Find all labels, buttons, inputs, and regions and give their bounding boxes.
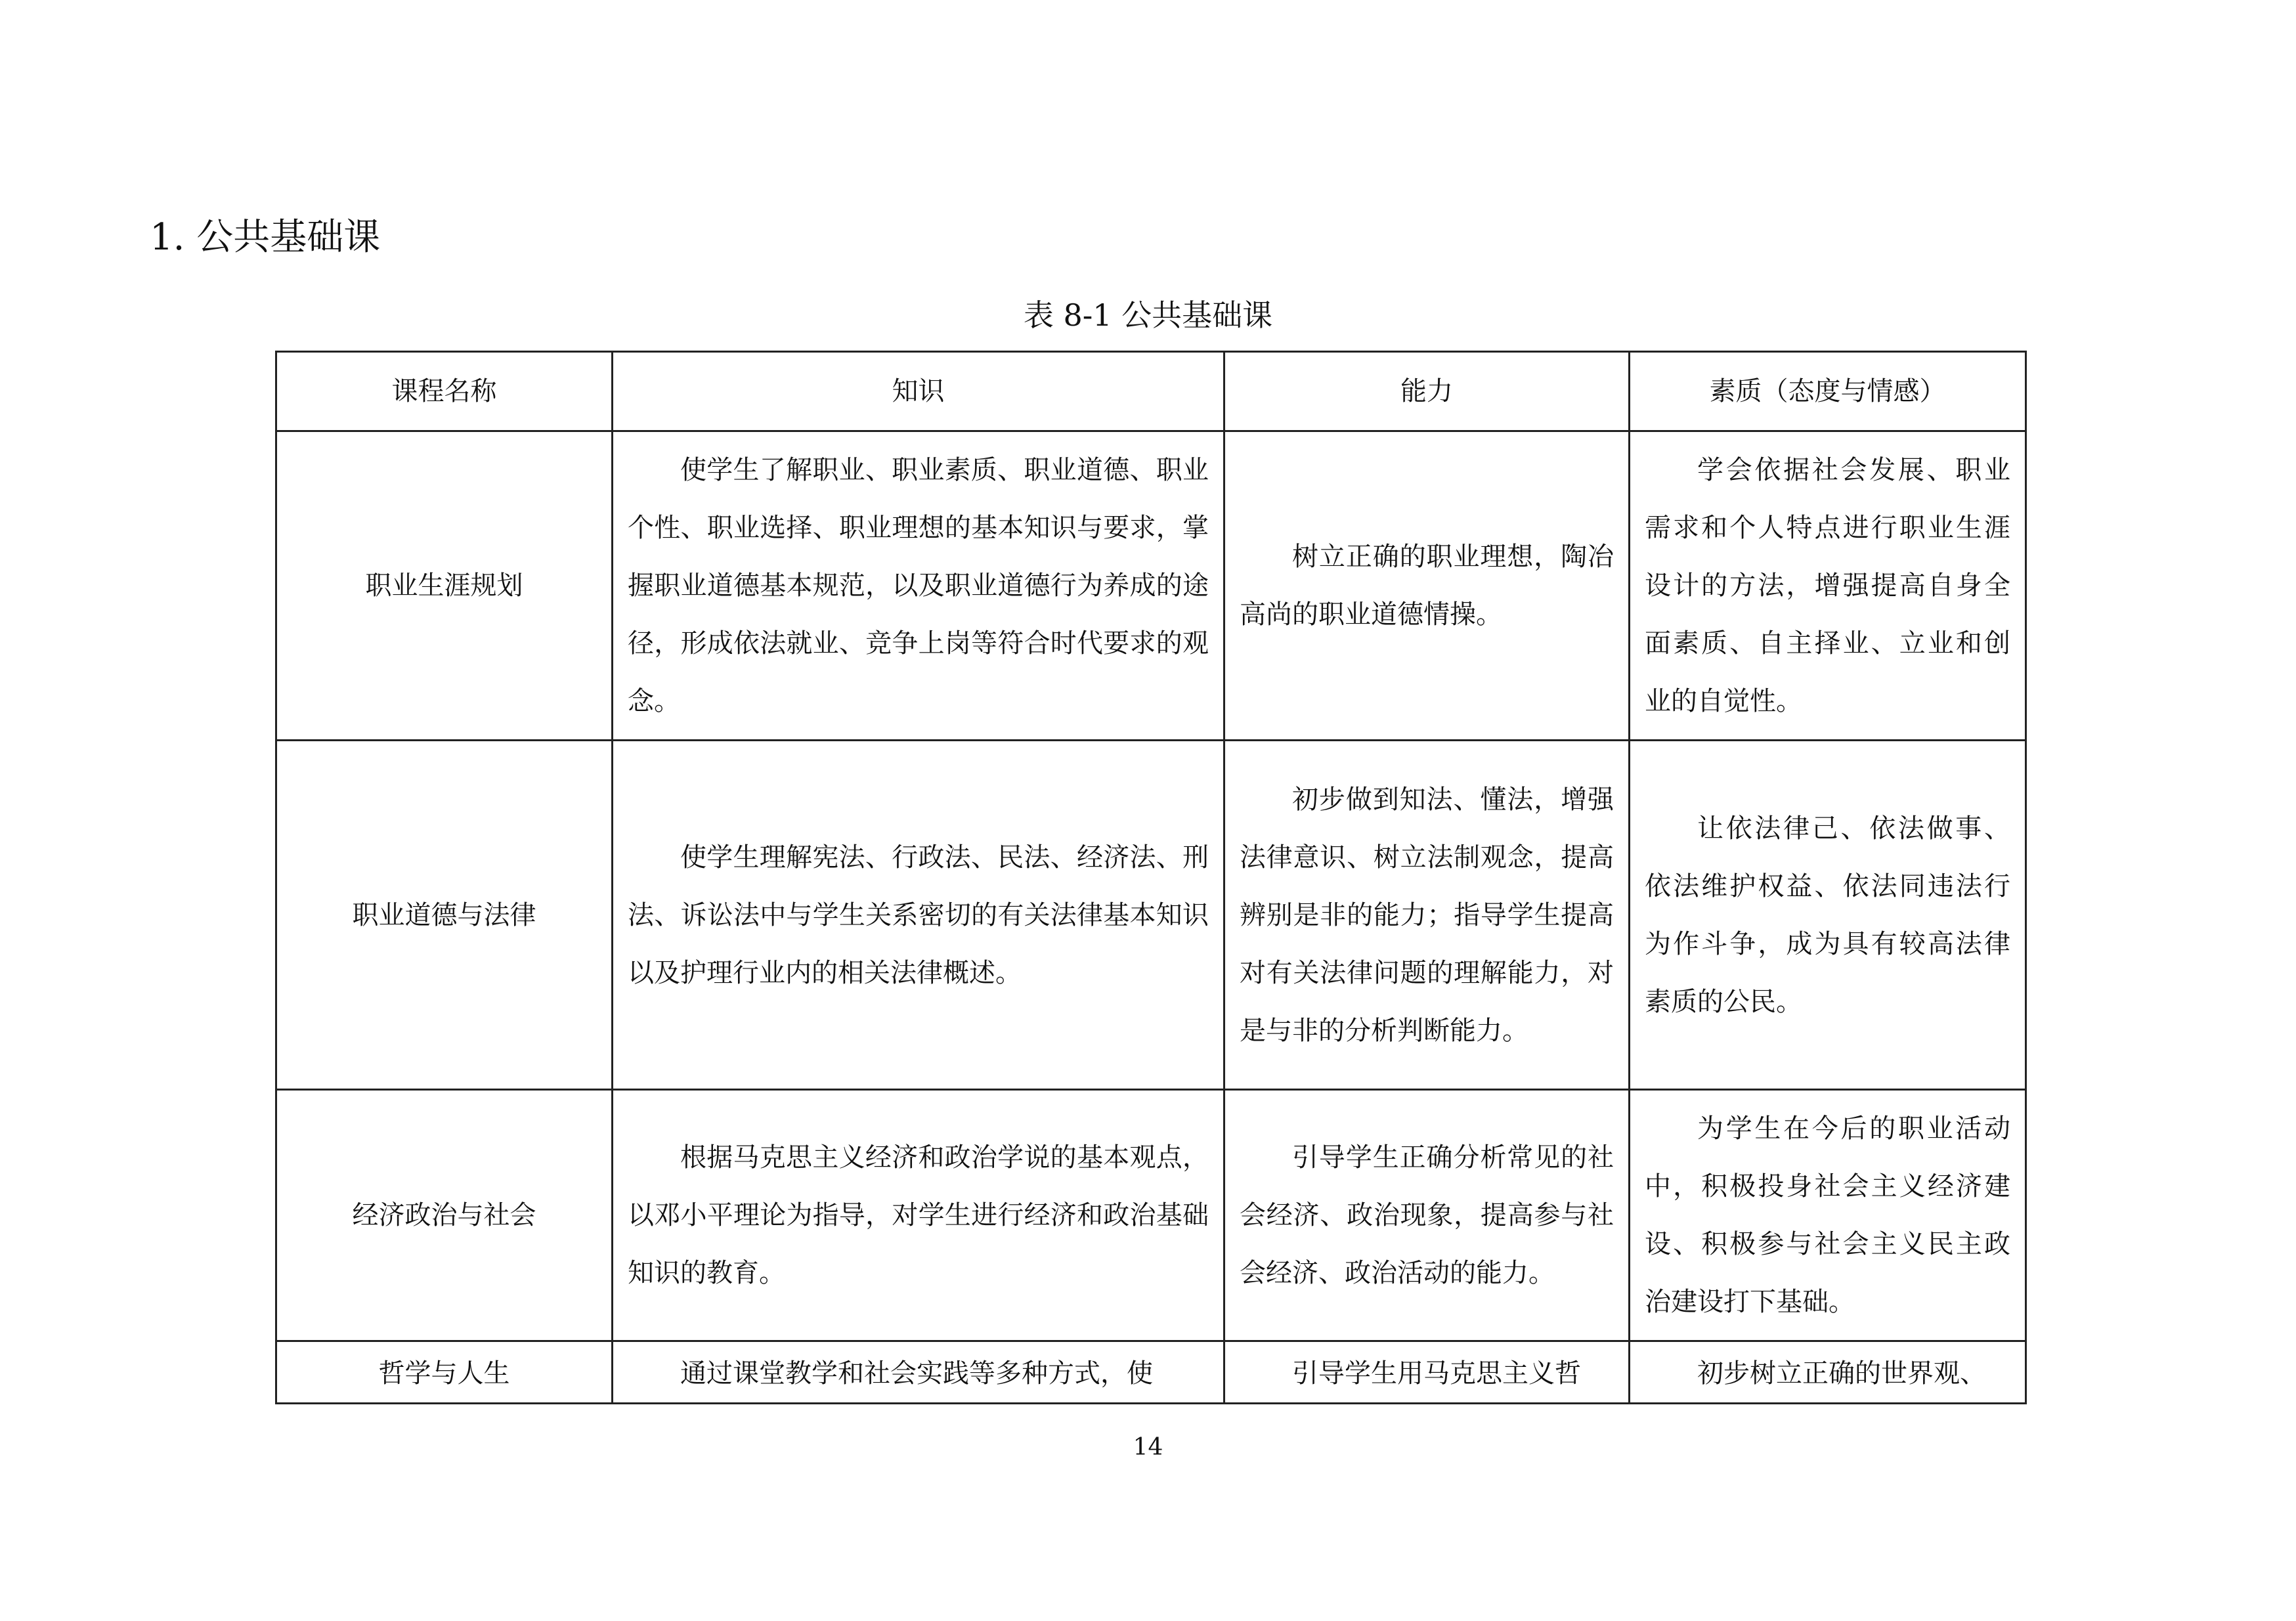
knowledge-cell bbox=[613, 1341, 1224, 1404]
course-table bbox=[275, 351, 2027, 1404]
table-row bbox=[276, 1090, 2026, 1341]
table-row bbox=[276, 1341, 2026, 1404]
header-quality: 素质（态度与情感） bbox=[1630, 352, 2026, 431]
course-name-cell: 哲学与人生 bbox=[276, 1341, 613, 1404]
knowledge-text: 通过课堂教学和社会实践等多种方式，使 bbox=[680, 1358, 1153, 1389]
knowledge-cell bbox=[613, 741, 1224, 1090]
quality-text: 为学生在今后的职业活动中，积极投身社会主义经济建设、积极参与社会主义民主政治建设打下基础。 bbox=[1645, 1113, 2010, 1317]
ability-cell bbox=[1224, 431, 1630, 741]
quality-cell bbox=[1630, 431, 2026, 741]
header-ability: 能力 bbox=[1224, 352, 1630, 431]
quality-cell bbox=[1630, 741, 2026, 1090]
header-course-name: 课程名称 bbox=[276, 352, 613, 431]
quality-text: 学会依据社会发展、职业需求和个人特点进行职业生涯设计的方法，增强提高自身全面素质、自主择业、立业和创业的自觉性。 bbox=[1645, 455, 2010, 716]
ability-cell bbox=[1224, 1341, 1630, 1404]
knowledge-cell bbox=[613, 431, 1224, 741]
header-knowledge: 知识 bbox=[613, 352, 1224, 431]
knowledge-text: 根据马克思主义经济和政治学说的基本观点，以邓小平理论为指导，对学生进行经济和政治基础知识的教育。 bbox=[628, 1142, 1209, 1288]
quality-text: 初步树立正确的世界观、 bbox=[1697, 1358, 1986, 1389]
page-number: 14 bbox=[1133, 1434, 1163, 1461]
ability-cell bbox=[1224, 741, 1630, 1090]
knowledge-text: 使学生了解职业、职业素质、职业道德、职业个性、职业选择、职业理想的基本知识与要求，掌握职业道德基本规范，以及职业道德行为养成的途径，形成依法就业、竞争上岗等符合时代要求的观念。 bbox=[628, 455, 1209, 716]
section-heading: 1. 公共基础课 bbox=[150, 216, 381, 259]
ability-text: 引导学生用马克思主义哲 bbox=[1292, 1358, 1581, 1389]
course-name-cell: 职业生涯规划 bbox=[276, 431, 613, 741]
quality-cell bbox=[1630, 1341, 2026, 1404]
course-name-cell: 经济政治与社会 bbox=[276, 1090, 613, 1341]
ability-text: 引导学生正确分析常见的社会经济、政治现象，提高参与社会经济、政治活动的能力。 bbox=[1240, 1142, 1614, 1288]
knowledge-cell bbox=[613, 1090, 1224, 1341]
quality-cell bbox=[1630, 1090, 2026, 1341]
ability-cell bbox=[1224, 1090, 1630, 1341]
table-caption: 表 8-1 公共基础课 bbox=[1023, 297, 1273, 333]
course-name-cell: 职业道德与法律 bbox=[276, 741, 613, 1090]
knowledge-text: 使学生理解宪法、行政法、民法、经济法、刑法、诉讼法中与学生关系密切的有关法律基本知识以及护理行业内的相关法律概述。 bbox=[628, 842, 1209, 988]
ability-text: 树立正确的职业理想，陶冶高尚的职业道德情操。 bbox=[1240, 542, 1614, 630]
quality-text: 让依法律己、依法做事、依法维护权益、依法同违法行为作斗争，成为具有较高法律素质的公民。 bbox=[1645, 813, 2010, 1017]
table-header-row bbox=[276, 352, 2026, 431]
table-row bbox=[276, 431, 2026, 741]
ability-text: 初步做到知法、懂法，增强法律意识、树立法制观念，提高辨别是非的能力；指导学生提高对有关法律问题的理解能力，对是与非的分析判断能力。 bbox=[1240, 784, 1614, 1046]
table-row bbox=[276, 741, 2026, 1090]
